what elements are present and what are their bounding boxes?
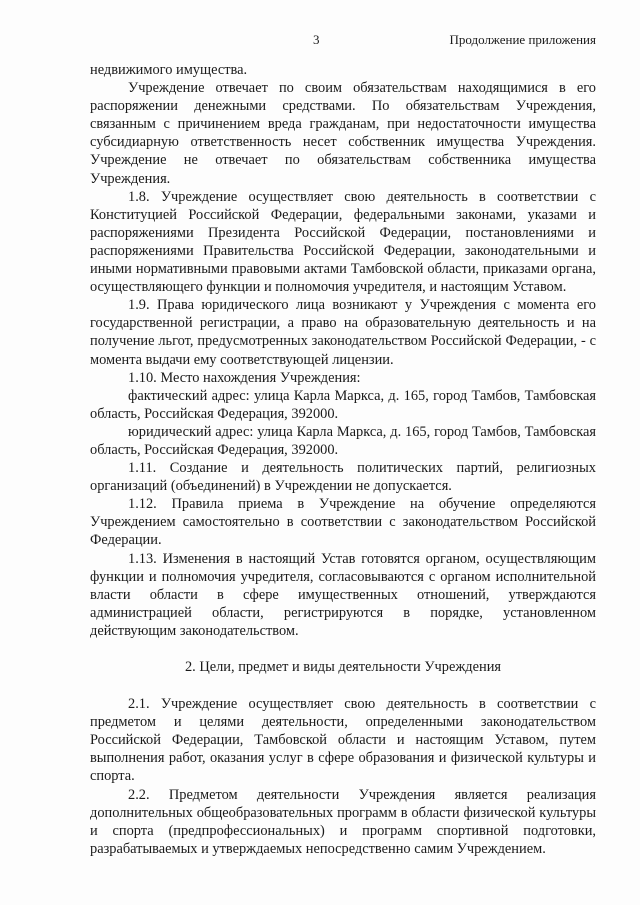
paragraph-continuation: недвижимого имущества.	[90, 62, 248, 78]
page-number: 3	[313, 32, 320, 47]
paragraph-2-2: 2.2. Предметом деятельности Учреждения является реализация дополнительных общеобразовательных программ в области физической культуры и спорта (предпрофессиональных) и программ спортивной подготовки, разрабатываемых и утверждаемых непосредственно самим Учреждением.	[90, 786, 596, 857]
paragraph-1-11: 1.11. Создание и деятельность политических партий, религиозных организаций (объединений) в Учреждении не допускается.	[90, 460, 596, 495]
page-header	[90, 32, 596, 52]
paragraph-actual-address: фактический адрес: улица Карла Маркса, д. 165, город Тамбов, Тамбовская область, Российская Федерация, 392000.	[90, 387, 596, 422]
paragraph-legal-address: юридический адрес: улица Карла Маркса, д. 165, город Тамбов, Тамбовская область, Российская Федерация, 392000.	[90, 423, 596, 458]
paragraph-1-13: 1.13. Изменения в настоящий Устав готовятся органом, осуществляющим функции и полномочия учредителя, согласовываются с органом исполнительной власти области в сфере имущественных отношений, утверждаются администрацией области, регистрируются в порядке, установленном действующим законодательством.	[90, 550, 596, 639]
paragraph-2-1: 2.1. Учреждение осуществляет свою деятельность в соответствии с предметом и целями деятельности, определенными законодательством Российской Федерации, Тамбовской области и настоящим Уставом, путем выполнения работ, оказания услуг в сфере образования и физической культуры и спорта.	[90, 696, 596, 785]
paragraph-1-12: 1.12. Правила приема в Учреждение на обучение определяются Учреждением самостоятельно в соответствии с законодательством Российской Федерации.	[90, 496, 596, 549]
running-title: Продолжение приложения	[449, 32, 596, 47]
paragraph-1-9: 1.9. Права юридического лица возникают у Учреждения с момента его государственной регистрации, а право на образовательную деятельность и на получение льгот, предусмотренных законодательством Российской Федерации, - с момента выдачи ему соответствующей лицензии.	[90, 297, 596, 368]
paragraph-1-8: 1.8. Учреждение осуществляет свою деятельность в соответствии с Конституцией Российской Федерации, федеральными законами, указами и распоряжениями Президента Российской Федерации, постановлениями и распоряжениями Правительства Российской Федерации, законодательными и иными нормативными правовыми актами Тамбовской области, приказами органа, осуществляющего функции и полномочия учредителя, и настоящим Уставом.	[90, 188, 596, 296]
paragraph-1-10: 1.10. Место нахождения Учреждения:	[128, 369, 361, 386]
document-body	[90, 61, 596, 858]
section-2-title: 2. Цели, предмет и виды деятельности Учреждения	[184, 659, 502, 675]
paragraph-liability: Учреждение отвечает по своим обязательствам находящимися в его распоряжении денежными средствами. По обязательствам Учреждения, связанным с причинением вреда гражданам, при недостаточности имущества субсидиарную ответственность несет собственник имущества Учреждения. Учреждение не отвечает по обязательствам собственника имущества Учреждения.	[90, 80, 596, 187]
